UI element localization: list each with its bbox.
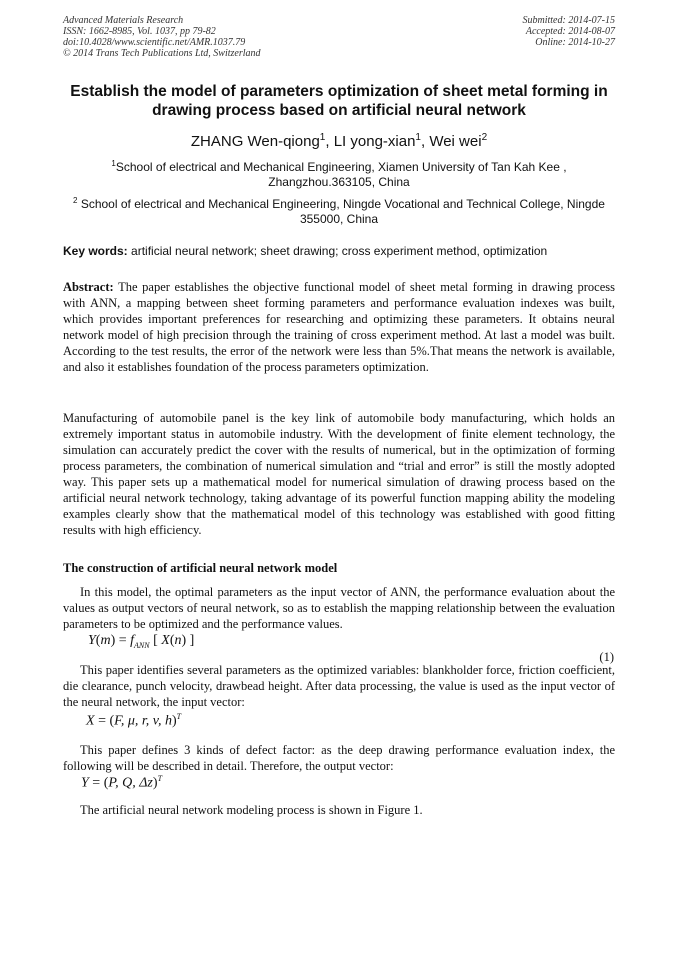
author-affiliation-mark: 1: [319, 132, 326, 143]
eq3-lhs: Y: [81, 775, 89, 791]
journal-name: Advanced Materials Research: [63, 15, 184, 26]
eq1-inner-arg: n: [174, 633, 182, 648]
online-date: Online: 2014-10-27: [535, 37, 615, 48]
affiliation-mark: 1: [111, 159, 116, 168]
journal-issn: ISSN: 1662-8985, Vol. 1037, pp 79-82: [63, 26, 216, 37]
author-name: LI yong-xian: [333, 133, 416, 150]
author-list: [40, 129, 638, 151]
eq2-transpose: T: [176, 712, 182, 721]
journal-copyright: © 2014 Trans Tech Publications Ltd, Switzerland: [63, 48, 261, 59]
affiliation-2: [60, 193, 618, 227]
journal-info: [63, 15, 261, 59]
eq3-transpose: T: [157, 774, 163, 783]
keywords-text: artificial neural network; sheet drawing; cross experiment method, optimization: [127, 244, 548, 258]
eq1-inner: X: [161, 633, 170, 648]
equation-2: X = (F, μ, r, v, h)$^T$: [86, 712, 182, 729]
eq3-vars: P, Q, Δz: [108, 775, 153, 791]
eq1-arg: m: [100, 633, 111, 648]
affiliation-mark: 2: [73, 196, 78, 205]
affiliation-text: School of electrical and Mechanical Engineering, Ningde Vocational and Technical College, Ningde 355000, China: [77, 197, 605, 226]
accepted-date: Accepted: 2014-08-07: [525, 26, 615, 37]
intro-paragraph: Manufacturing of automobile panel is the key link of automobile body manufacturing, which holds an extremely important status in automobile industry. With the development of finite element technology, the simulation can accurately predict the cover with the results of numerical, but in the optimization of forming process parameters, the combination of numerical simulation and “trial and error” is still the mostly adopted way. This paper sets up a mathematical model for numerical simulation of drawing process based on the artificial neural network technology, taking advantage of its powerful function mapping ability the modeling examples clearly show that the mathematical model of this technology was established with good fitting results with high efficiency.: [63, 411, 615, 537]
affiliation-1: [60, 156, 618, 190]
equation-number: (1): [599, 650, 614, 664]
author-affiliation-mark: 2: [481, 132, 488, 143]
author-separator: ,: [325, 133, 334, 150]
equation-3: Y = (P, Q, Δz)$^T$: [81, 774, 163, 791]
equation-1: $Y(m) = f_{ANN}$ [ X(n) ]: [88, 633, 195, 650]
eq1-func: f: [130, 633, 135, 648]
submitted-date: Submitted: 2014-07-15: [522, 15, 615, 26]
author-affiliation-mark: 1: [415, 132, 421, 143]
author-name: Wei wei: [429, 133, 482, 150]
paper-title: Establish the model of parameters optimization of sheet metal forming in drawing process based on artificial neural network: [70, 83, 608, 119]
keywords-label: Key words:: [63, 244, 128, 258]
section-heading: The construction of artificial neural network model: [63, 561, 338, 575]
section-paragraph-3: This paper defines 3 kinds of defect factor: as the deep drawing performance evaluation index, the following will be described in detail. Therefore, the output vector:: [63, 743, 615, 773]
section-paragraph-2: This paper identifies several parameters as the optimized variables: blankholder force, friction coefficient, die clearance, punch velocity, drawbead height. After data processing, the value is used as the input vector of the neural network, the input vector:: [63, 663, 615, 709]
keywords: [63, 244, 615, 258]
abstract-text: The paper establishes the objective functional model of sheet metal forming in drawing process with ANN, a mapping between sheet forming parameters and performance evaluation indexes was built, which provides important preferences for researching and optimizing these parameters. It obtains neural network model of high precision through the training of cross experiment method. At last a model was built. According to the test results, the error of the network were less than 5%.That means the network is available, and also it establishes foundation of the process parameters optimization.: [63, 280, 615, 374]
author-name: ZHANG Wen-qiong: [190, 133, 320, 150]
eq1-sub: ANN: [134, 640, 150, 650]
journal-doi[interactable]: doi:10.4028/www.scientific.net/AMR.1037.79: [63, 37, 246, 48]
eq1-lhs: Y: [88, 633, 96, 648]
section-paragraph-1: In this model, the optimal parameters as the input vector of ANN, the performance evaluation about the values as output vectors of neural network, so as to establish the mapping relationship between the evaluation parameters to be optimized and the performance values.: [63, 585, 615, 631]
eq2-vars: F, μ, r, v, h: [114, 713, 172, 729]
section-paragraph-4: The artificial neural network modeling process is shown in Figure 1.: [80, 803, 423, 817]
abstract-label: Abstract:: [63, 280, 114, 294]
affiliation-text: School of electrical and Mechanical Engineering, Xiamen University of Tan Kah Kee , Zhangzhou.363105, China: [115, 160, 567, 189]
eq2-lhs: X: [86, 713, 95, 729]
publication-dates: [523, 15, 616, 48]
author-separator: ,: [420, 133, 430, 150]
abstract: [63, 279, 615, 375]
